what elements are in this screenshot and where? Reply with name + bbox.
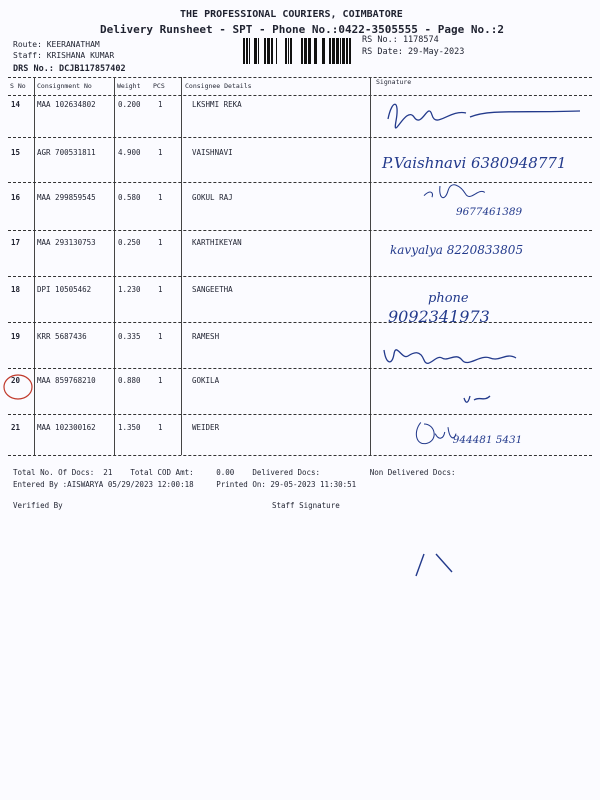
- cell-sno: 15: [11, 148, 21, 157]
- staff-label: Staff: KRISHANA KUMAR: [13, 51, 115, 60]
- barcode-bar: [322, 38, 325, 64]
- cell-consignee: LKSHMI REKA: [192, 100, 242, 109]
- table-top-rule: [8, 77, 592, 78]
- barcode-bar: [349, 38, 351, 64]
- drs-number: DRS No.: DCJB117857402: [13, 64, 126, 74]
- cell-consignment: MAA 293130753: [37, 238, 96, 247]
- cell-sno: 19: [11, 332, 21, 341]
- barcode-bar: [271, 38, 273, 64]
- cell-consignment: MAA 299859545: [37, 193, 96, 202]
- col-divider: [114, 77, 115, 455]
- barcode-bar: [346, 38, 348, 64]
- cell-weight: 0.250: [118, 238, 141, 247]
- row-separator: [8, 276, 592, 277]
- barcode-bar: [329, 38, 331, 64]
- staff-signature-label: Staff Signature: [272, 501, 340, 510]
- cell-consignee: RAMESH: [192, 332, 220, 341]
- signature-row-19: [370, 338, 590, 378]
- barcode-bar: [249, 38, 250, 64]
- cell-consignment: AGR 700531811: [37, 148, 96, 157]
- col-divider: [181, 77, 182, 455]
- cell-pcs: 1: [158, 238, 163, 247]
- cell-weight: 1.350: [118, 423, 141, 432]
- document-subtitle: Delivery Runsheet - SPT - Phone No.:0422-3505555 - Page No.:2: [100, 23, 504, 36]
- cell-sno: 20: [11, 376, 21, 385]
- col-header-signature: Signature: [376, 78, 412, 86]
- signature-row-15: [370, 142, 590, 182]
- cell-sno: 17: [11, 238, 21, 247]
- barcode: [243, 38, 355, 64]
- row-separator: [8, 137, 592, 138]
- cell-sno: 16: [11, 193, 21, 202]
- rs-date: RS Date: 29-May-2023: [362, 47, 465, 57]
- signature-row-21: [370, 416, 590, 456]
- barcode-bar: [267, 38, 270, 64]
- signature-text: 944481 5431: [452, 434, 523, 447]
- barcode-bar: [340, 38, 341, 64]
- cell-pcs: 1: [158, 285, 163, 294]
- signature-row-18: [370, 286, 590, 326]
- cell-sno: 18: [11, 285, 21, 294]
- verified-by-label: Verified By: [13, 501, 63, 510]
- signature-text: 9092341973: [388, 307, 490, 326]
- cell-pcs: 1: [158, 376, 163, 385]
- cell-weight: 0.200: [118, 100, 141, 109]
- signature-text: kavyalya 8220833805: [390, 243, 524, 257]
- route-label: Route: KEERANATHAM: [13, 40, 100, 49]
- cell-consignee: GOKILA: [192, 376, 220, 385]
- pen-mark: [412, 546, 460, 580]
- barcode-bar: [258, 38, 259, 64]
- cell-consignee: GOKUL RAJ: [192, 193, 233, 202]
- cell-weight: 1.230: [118, 285, 141, 294]
- signature-text: 9677461389: [456, 205, 523, 218]
- barcode-bar: [246, 38, 248, 64]
- cell-pcs: 1: [158, 100, 163, 109]
- cell-consignee: VAISHNAVI: [192, 148, 233, 157]
- barcode-bar: [308, 38, 311, 64]
- signature-text: P.Vaishnavi 6380948771: [382, 154, 567, 172]
- col-header-sno: S No: [10, 82, 26, 90]
- barcode-bar: [336, 38, 339, 64]
- row-separator: [8, 230, 592, 231]
- cell-pcs: 1: [158, 148, 163, 157]
- barcode-bar: [243, 38, 245, 64]
- col-header-pcs: PCS: [153, 82, 165, 90]
- signature-row-14: [370, 95, 590, 135]
- cell-consignment: MAA 102634802: [37, 100, 96, 109]
- barcode-bar: [276, 38, 277, 64]
- cell-consignee: KARTHIKEYAN: [192, 238, 242, 247]
- barcode-bar: [314, 38, 317, 64]
- cell-consignee: SANGEETHA: [192, 285, 233, 294]
- signature-row-17: [370, 236, 590, 276]
- totals-line: Total No. Of Docs: 21 Total COD Amt: 0.00 Delivered Docs: Non Delivered Docs:: [13, 468, 456, 477]
- barcode-bar: [288, 38, 289, 64]
- barcode-bar: [264, 38, 266, 64]
- cell-pcs: 1: [158, 193, 163, 202]
- cell-sno: 14: [11, 100, 21, 109]
- cell-weight: 4.900: [118, 148, 141, 157]
- barcode-bar: [290, 38, 292, 64]
- barcode-bar: [332, 38, 335, 64]
- document-title: THE PROFESSIONAL COURIERS, COIMBATORE: [180, 9, 403, 20]
- entered-by-line: Entered By :AISWARYA 05/29/2023 12:00:18 Printed On: 29-05-2023 11:30:51: [13, 480, 357, 489]
- signature-row-16: [370, 178, 590, 218]
- cell-consignment: KRR 5687436: [37, 332, 87, 341]
- col-header-consignee: Consignee Details: [185, 82, 252, 90]
- cell-pcs: 1: [158, 423, 163, 432]
- cell-weight: 0.580: [118, 193, 141, 202]
- barcode-bar: [254, 38, 257, 64]
- cell-consignment: DPI 10505462: [37, 285, 92, 294]
- cell-pcs: 1: [158, 332, 163, 341]
- cell-consignee: WEIDER: [192, 423, 220, 432]
- barcode-bar: [304, 38, 307, 64]
- cell-consignment: MAA 859768210: [37, 376, 96, 385]
- signature-text: phone: [428, 291, 469, 306]
- red-circle-mark: [1, 372, 35, 402]
- barcode-bar: [301, 38, 303, 64]
- rs-number: RS No.: 1178574: [362, 35, 439, 45]
- barcode-bar: [342, 38, 345, 64]
- cell-weight: 0.335: [118, 332, 141, 341]
- cell-weight: 0.880: [118, 376, 141, 385]
- cell-sno: 21: [11, 423, 21, 432]
- cell-consignment: MAA 102300162: [37, 423, 96, 432]
- barcode-bar: [285, 38, 287, 64]
- col-header-consignment: Consignment No: [37, 82, 92, 90]
- col-header-weight: Weight: [117, 82, 141, 90]
